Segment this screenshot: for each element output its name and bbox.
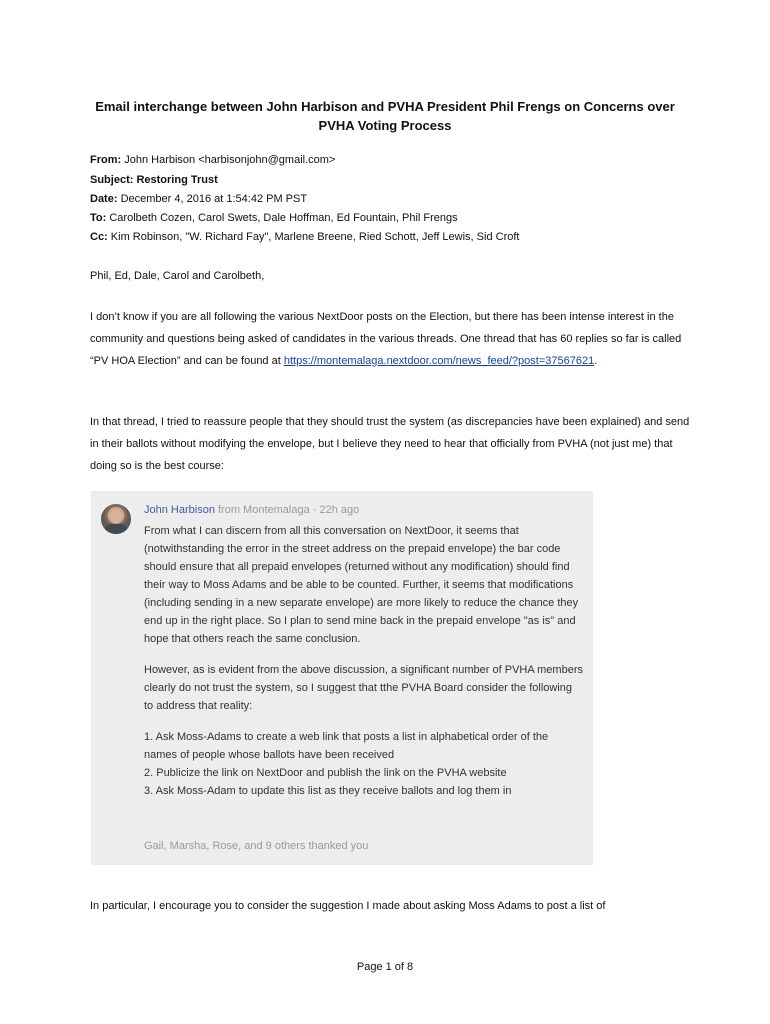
post-paragraph-1: From what I can discern from all this conversation on NextDoor, it seems that (notwithstanding the error in the street address on the prepaid envelope) the bar code should ensure that all prepaid envelopes (returned without any modification) should find their way to Moss Adams and be able to be counted. Further, it seems that modifications (including sending in a new separate envelope) are more likely to reduce the chance they end up in the right place. So I plan to send mine back in the prepaid envelope "as is" and hope that others reach the same conclusion. — [144, 525, 579, 645]
nextdoor-post-screenshot — [91, 491, 593, 865]
post-header — [144, 503, 359, 517]
post-author: John Harbison — [144, 504, 215, 516]
post-list-item: 2. Publicize the link on NextDoor and publish the link on the PVHA website — [144, 767, 507, 779]
document-title: Email interchange between John Harbison and PVHA President Phil Frengs on Concerns over PVHA Voting Process — [95, 99, 675, 133]
nextdoor-thread-link[interactable]: https://montemalaga.nextdoor.com/news_feed/?post=37567621 — [283, 355, 595, 367]
greeting: Phil, Ed, Dale, Carol and Carolbeth, — [90, 270, 265, 282]
cc-value: Kim Robinson, "W. Richard Fay", Marlene Breene, Ried Schott, Jeff Lewis, Sid Croft — [110, 231, 520, 243]
to-value: Carolbeth Cozen, Carol Swets, Dale Hoffman, Ed Fountain, Phil Frengs — [109, 212, 458, 224]
paragraph-nextdoor-text: I don’t know if you are all following the various NextDoor posts on the Election, but there has been intense interest in the community and questions being asked of candidates in the various threads. One thread that has 60 replies so far is called “PV HOA Election” and can be found at — [90, 311, 682, 367]
post-meta: from Montemalaga · 22h ago — [214, 504, 360, 516]
from-line — [90, 152, 335, 168]
avatar — [101, 504, 131, 534]
from-label: From: — [90, 154, 122, 166]
to-label: To: — [90, 212, 107, 224]
paragraph-thread: In that thread, I tried to reassure people that they should trust the system (as discrepancies have been explained) and send in their ballots without modifying the envelope, but I believe they need to hear that officially from PVHA (not just me) that doing so is the best course: — [90, 416, 690, 472]
post-list-item: 1. Ask Moss-Adams to create a web link that posts a list in alphabetical order of the names of people whose ballots have been received — [144, 731, 549, 761]
cc-line — [90, 229, 519, 245]
page-number: Page 1 of 8 — [356, 961, 414, 973]
date-value: December 4, 2016 at 1:54:42 PM PST — [120, 193, 308, 205]
subject-line — [90, 172, 218, 188]
subject-label: Subject: — [90, 174, 134, 186]
post-paragraph-2: However, as is evident from the above discussion, a significant number of PVHA members clearly do not trust the system, so I suggest that tthe PVHA Board consider the following to address that reality: — [144, 664, 583, 712]
post-thanks: Gail, Marsha, Rose, and 9 others thanked you — [144, 840, 369, 852]
to-line — [90, 210, 458, 226]
post-list-item: 3. Ask Moss-Adam to update this list as they receive ballots and log them in — [144, 785, 512, 797]
date-line — [90, 191, 307, 207]
subject-value: Restoring Trust — [136, 174, 218, 186]
paragraph-nextdoor — [90, 306, 690, 372]
post-list — [144, 728, 584, 800]
from-value: John Harbison <harbisonjohn@gmail.com> — [124, 154, 336, 166]
post-body — [144, 522, 584, 800]
paragraph-nextdoor-end: . — [594, 355, 598, 367]
paragraph-suggestion: In particular, I encourage you to consider the suggestion I made about asking Moss Adams to post a list of — [90, 900, 606, 912]
date-label: Date: — [90, 193, 118, 205]
cc-label: Cc: — [90, 231, 108, 243]
